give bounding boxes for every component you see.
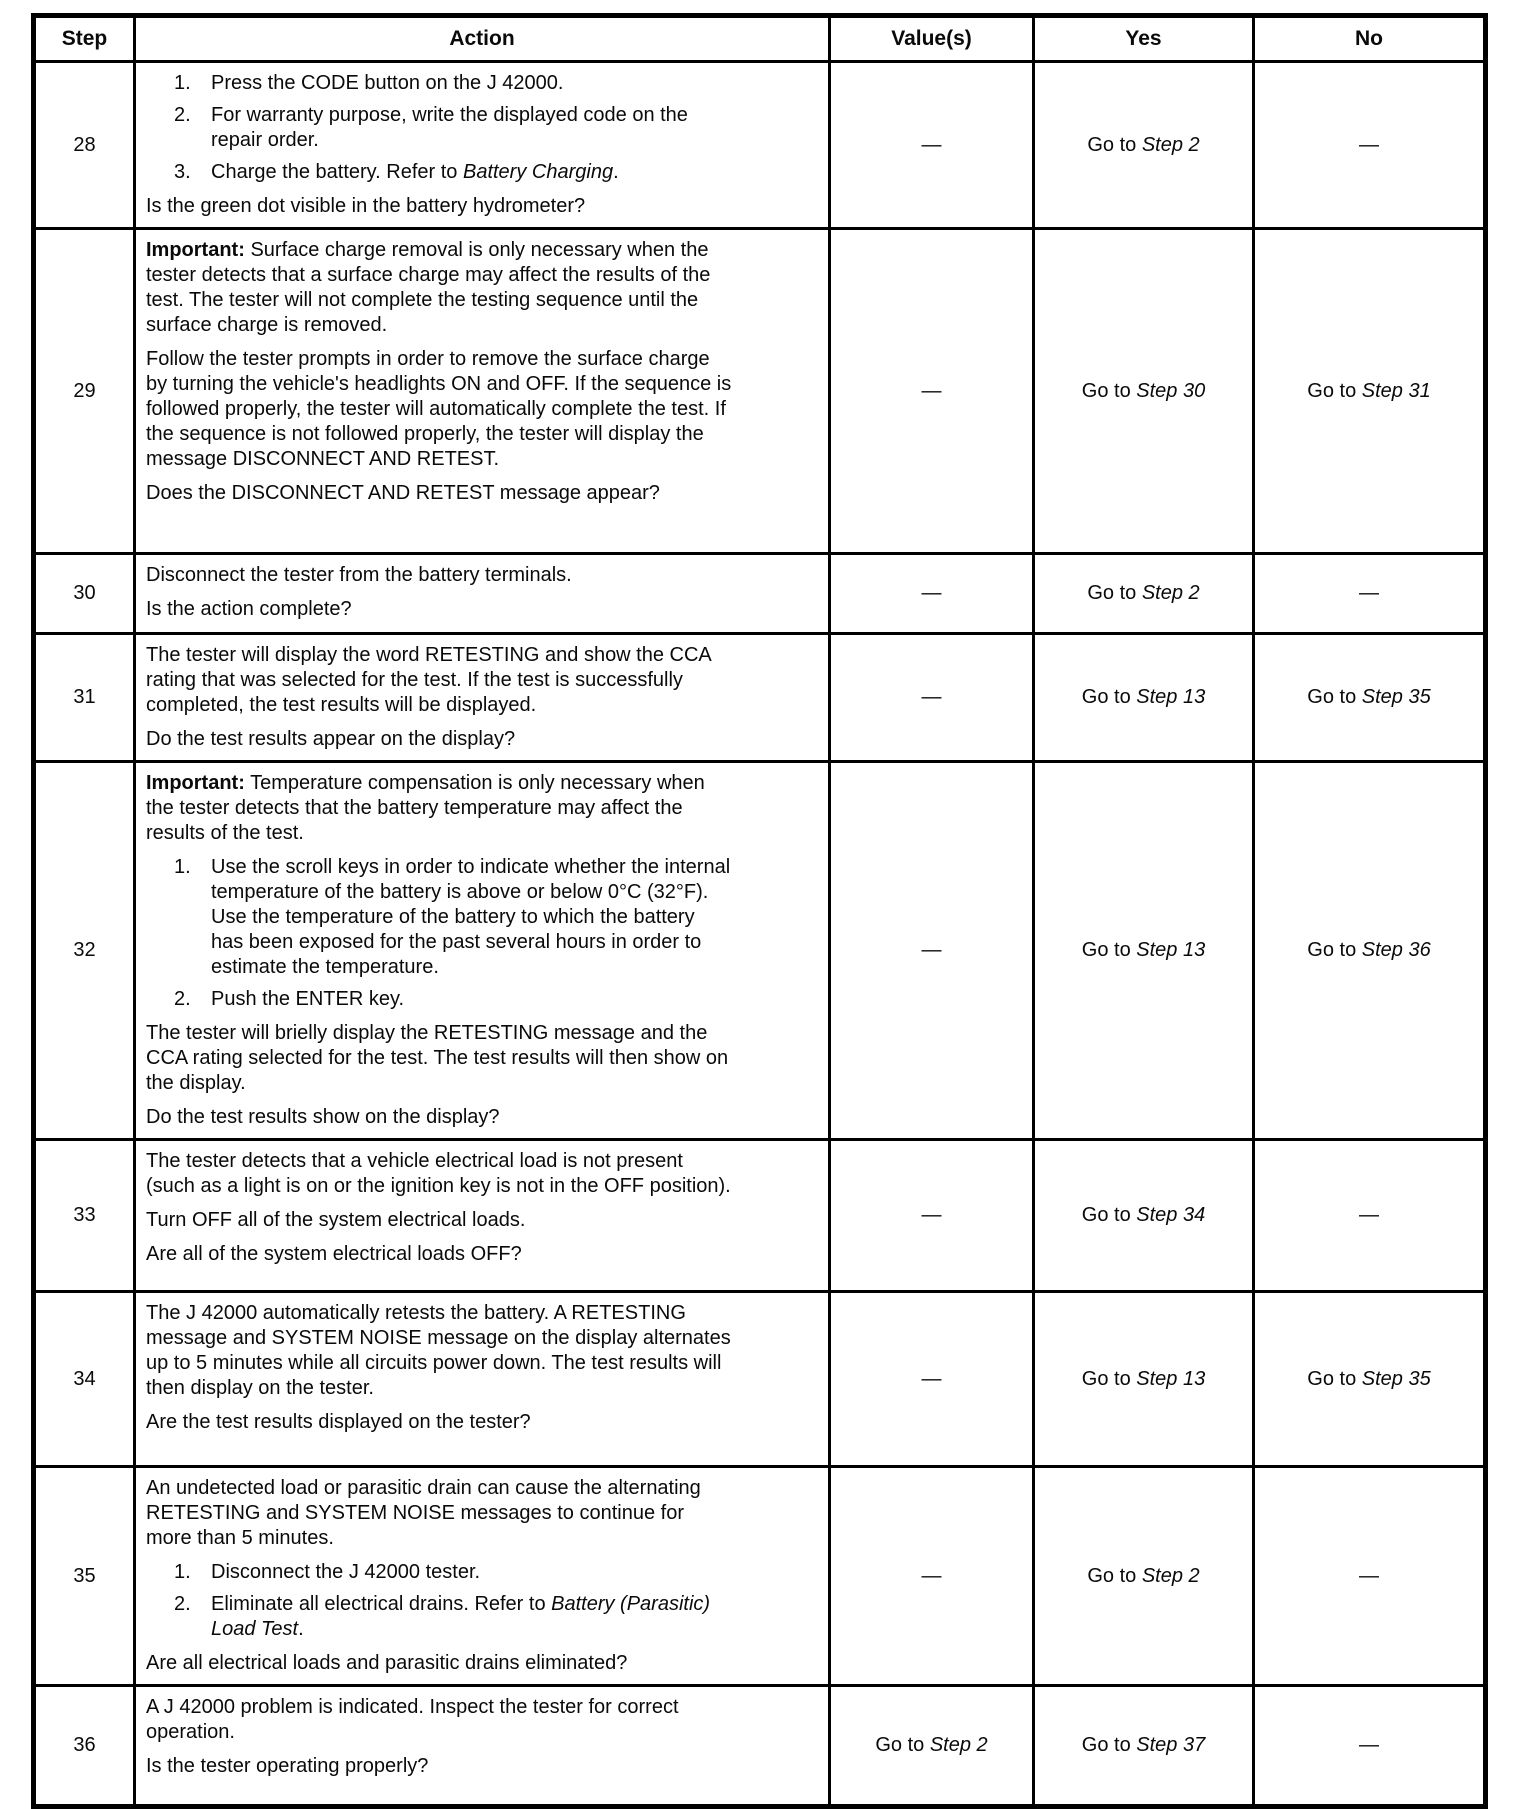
values-cell — [828, 1293, 1032, 1465]
values-cell — [828, 763, 1032, 1138]
paragraph-text: Surface charge removal is only necessary when the tester detects that a surface charge may affect the results of the test. The tester will not complete the testing sequence until the surface charge is removed. — [146, 239, 711, 336]
numbered-list — [174, 855, 732, 1012]
goto-text — [1082, 939, 1205, 962]
values-cell — [828, 635, 1032, 760]
action-paragraph: The tester will brielly display the RETESTING message and the CCA rating selected for the test. The test results will then show on the display. — [146, 1022, 729, 1094]
cross-reference: Battery Charging — [462, 161, 614, 183]
goto-prefix: Go to — [1081, 1367, 1137, 1390]
step-number: 31 — [73, 686, 96, 708]
step-reference: Step 2 — [1141, 133, 1200, 156]
step-reference: Step 2 — [1141, 1564, 1200, 1587]
step-cell — [36, 1687, 133, 1804]
list-number: 1. — [174, 1561, 191, 1583]
list-item — [174, 71, 732, 96]
action-cell — [133, 555, 828, 632]
yes-cell — [1032, 1687, 1252, 1804]
important-label: Important: — [146, 772, 245, 794]
no-cell — [1252, 1687, 1483, 1804]
dash: — — [1359, 582, 1379, 604]
list-number: 1. — [174, 72, 191, 94]
action-cell — [133, 1293, 828, 1465]
table-row-step-35 — [36, 1465, 1483, 1684]
list-item — [174, 987, 732, 1012]
values-cell — [828, 1141, 1032, 1290]
action-cell — [133, 1468, 828, 1684]
list-text-plain: For warranty purpose, write the displayed code on the repair order. — [211, 104, 688, 151]
step-number: 35 — [73, 1564, 96, 1587]
table-row-step-33 — [36, 1138, 1483, 1290]
action-cell — [133, 1141, 828, 1290]
list-text — [211, 1560, 732, 1585]
step-reference: Step 36 — [1361, 939, 1431, 961]
list-text — [211, 987, 732, 1012]
step-number: 34 — [73, 1367, 96, 1390]
goto-text — [1082, 1368, 1205, 1391]
action-paragraph: Turn OFF all of the system electrical loads. — [146, 1209, 526, 1231]
dash: — — [1359, 1204, 1379, 1226]
list-item — [174, 103, 732, 153]
list-text-plain: Press the CODE button on the J 42000. — [211, 72, 564, 94]
goto-text — [1307, 1368, 1430, 1391]
table-row-step-28 — [36, 60, 1483, 227]
table-row-step-34 — [36, 1290, 1483, 1465]
goto-text — [1087, 134, 1199, 157]
dash: — — [1359, 1564, 1379, 1587]
table-row-step-31 — [36, 632, 1483, 760]
question-text: Do the test results show on the display? — [146, 1106, 500, 1128]
list-text — [211, 855, 732, 980]
header-cell-step — [36, 18, 133, 60]
list-text-plain: Eliminate all electrical drains. Refer to — [211, 1593, 552, 1615]
question-text: Is the tester operating properly? — [146, 1755, 429, 1777]
table-row-step-36 — [36, 1684, 1483, 1804]
goto-text — [1082, 1734, 1205, 1757]
action-paragraph: Follow the tester prompts in order to remove the surface charge by turning the vehicle's headlights ON and OFF. If the sequence is followed properly, the tester will automatically complete the test. If the sequence is not followed properly, the tester will display the message DISCONNECT AND RETEST. — [146, 348, 732, 470]
values-cell — [828, 555, 1032, 632]
list-item — [174, 1560, 732, 1585]
goto-text — [1307, 939, 1430, 962]
table-row-step-30 — [36, 552, 1483, 632]
important-label: Important: — [146, 239, 245, 261]
list-text — [211, 160, 732, 185]
action-paragraph: The J 42000 automatically retests the battery. A RETESTING message and SYSTEM NOISE message on the display alternates up to 5 minutes while all circuits power down. The test results will then display on the tester. — [146, 1302, 731, 1399]
goto-prefix: Go to — [1307, 379, 1362, 402]
no-cell — [1252, 63, 1483, 227]
list-number: 2. — [174, 988, 191, 1010]
action-paragraph — [146, 771, 732, 846]
step-reference: Step 34 — [1136, 1204, 1206, 1226]
list-item — [174, 160, 732, 185]
goto-prefix: Go to — [1081, 1204, 1137, 1226]
question-text: Does the DISCONNECT AND RETEST message appear? — [146, 482, 660, 504]
list-text — [211, 71, 732, 96]
step-reference: Step 35 — [1361, 1367, 1431, 1390]
question-text: Are all of the system electrical loads OFF? — [146, 1243, 522, 1265]
step-reference: Step 13 — [1136, 686, 1206, 708]
step-number: 28 — [73, 133, 96, 156]
goto-text — [1087, 582, 1199, 605]
yes-cell — [1032, 763, 1252, 1138]
dash: — — [921, 1367, 942, 1390]
goto-prefix: Go to — [1087, 582, 1142, 604]
action-paragraph: The tester detects that a vehicle electrical load is not present (such as a light is on or the ignition key is not in the OFF position). — [146, 1150, 731, 1197]
yes-cell — [1032, 230, 1252, 552]
dash: — — [921, 379, 942, 402]
step-number: 33 — [73, 1204, 96, 1226]
header-label-no: No — [1355, 27, 1383, 50]
yes-cell — [1032, 555, 1252, 632]
header-label-values: Value(s) — [891, 27, 972, 50]
yes-cell — [1032, 1468, 1252, 1684]
no-cell — [1252, 1141, 1483, 1290]
step-cell — [36, 1293, 133, 1465]
goto-prefix: Go to — [1081, 939, 1137, 961]
no-cell — [1252, 555, 1483, 632]
no-cell — [1252, 1468, 1483, 1684]
step-cell — [36, 635, 133, 760]
step-reference: Step 37 — [1136, 1734, 1206, 1756]
question-text: Are all electrical loads and parasitic drains eliminated? — [146, 1652, 628, 1674]
step-reference: Step 13 — [1136, 939, 1206, 961]
no-cell — [1252, 635, 1483, 760]
action-paragraph: A J 42000 problem is indicated. Inspect the tester for correct operation. — [146, 1696, 679, 1743]
list-text-plain: Use the scroll keys in order to indicate whether the internal temperature of the battery is above or below 0°C (32°F). Use the temperature of the battery to which the battery has been exposed for the past several hours in order to estimate the temperature. — [211, 856, 731, 978]
list-item — [174, 1592, 732, 1642]
question-text: Are the test results displayed on the tester? — [146, 1411, 531, 1433]
step-cell — [36, 1141, 133, 1290]
step-cell — [36, 1468, 133, 1684]
action-paragraph: An undetected load or parasitic drain can cause the alternating RETESTING and SYSTEM NOISE messages to continue for more than 5 minutes. — [146, 1477, 701, 1549]
goto-text — [1082, 380, 1205, 403]
dash: — — [1359, 133, 1379, 156]
goto-prefix: Go to — [1307, 686, 1362, 708]
goto-text — [1307, 686, 1430, 709]
action-cell — [133, 763, 828, 1138]
action-cell — [133, 1687, 828, 1804]
header-label-yes: Yes — [1125, 27, 1162, 50]
goto-prefix: Go to — [875, 1734, 930, 1756]
list-number: 2. — [174, 104, 191, 126]
paragraph-text: Temperature compensation is only necessary when the tester detects that the battery temperature may affect the results of the test. — [146, 772, 705, 844]
table-row-step-32 — [36, 760, 1483, 1138]
no-cell — [1252, 1293, 1483, 1465]
action-paragraph: Disconnect the tester from the battery terminals. — [146, 564, 572, 586]
list-text-plain: Push the ENTER key. — [211, 988, 405, 1010]
list-number: 3. — [174, 161, 191, 183]
step-reference: Step 30 — [1136, 379, 1206, 402]
goto-text — [875, 1734, 987, 1757]
step-reference: Step 35 — [1361, 686, 1431, 708]
question-text: Do the test results appear on the display? — [146, 728, 516, 750]
cross-reference: Battery (Parasitic) Load Test — [211, 1593, 711, 1640]
question-text: Is the action complete? — [146, 598, 352, 620]
goto-prefix: Go to — [1081, 379, 1137, 402]
goto-prefix: Go to — [1087, 133, 1142, 156]
dash: — — [921, 1204, 942, 1226]
header-label-step: Step — [61, 27, 108, 50]
values-cell — [828, 230, 1032, 552]
goto-prefix: Go to — [1081, 686, 1137, 708]
header-label-action: Action — [449, 27, 515, 50]
header-cell-action — [133, 18, 828, 60]
yes-cell — [1032, 635, 1252, 760]
goto-text — [1082, 686, 1205, 709]
action-paragraph: The tester will display the word RETESTING and show the CCA rating that was selected for the test. If the test is successfully completed, the test results will be displayed. — [146, 644, 711, 716]
step-reference: Step 13 — [1136, 1367, 1206, 1390]
step-number: 36 — [73, 1734, 96, 1756]
step-reference: Step 2 — [929, 1734, 988, 1756]
step-cell — [36, 763, 133, 1138]
dash: — — [921, 686, 942, 708]
values-cell — [828, 1468, 1032, 1684]
yes-cell — [1032, 1141, 1252, 1290]
goto-prefix: Go to — [1307, 939, 1362, 961]
step-number: 30 — [73, 582, 96, 604]
yes-cell — [1032, 1293, 1252, 1465]
header-cell-values — [828, 18, 1032, 60]
step-reference: Step 2 — [1141, 582, 1200, 604]
step-number: 29 — [73, 379, 96, 402]
question-text: Is the green dot visible in the battery hydrometer? — [146, 195, 586, 217]
list-number: 2. — [174, 1593, 191, 1615]
list-number: 1. — [174, 856, 191, 878]
step-cell — [36, 555, 133, 632]
list-item — [174, 855, 732, 980]
action-cell — [133, 635, 828, 760]
action-cell — [133, 63, 828, 227]
dash: — — [921, 133, 942, 156]
goto-text — [1087, 1565, 1199, 1588]
list-text — [211, 103, 732, 153]
header-cell-no — [1252, 18, 1483, 60]
no-cell — [1252, 763, 1483, 1138]
list-text-plain: Charge the battery. Refer to — [211, 161, 463, 183]
goto-prefix: Go to — [1081, 1734, 1137, 1756]
table-row-step-29 — [36, 227, 1483, 552]
step-reference: Step 31 — [1361, 379, 1431, 402]
values-cell — [828, 1687, 1032, 1804]
dash: — — [921, 1564, 942, 1587]
list-text — [211, 1592, 732, 1642]
header-cell-yes — [1032, 18, 1252, 60]
yes-cell — [1032, 63, 1252, 227]
step-number: 32 — [73, 939, 96, 961]
numbered-list — [174, 1560, 732, 1642]
step-cell — [36, 230, 133, 552]
goto-text — [1082, 1204, 1205, 1227]
list-text-plain: . — [298, 1618, 304, 1640]
diagnostic-procedure-table — [31, 13, 1488, 1809]
goto-text — [1307, 380, 1430, 403]
list-text-plain: . — [613, 161, 619, 183]
values-cell — [828, 63, 1032, 227]
numbered-list — [174, 71, 732, 185]
step-cell — [36, 63, 133, 227]
dash: — — [1359, 1734, 1379, 1756]
table-header-row — [36, 18, 1483, 60]
dash: — — [921, 582, 942, 604]
list-text-plain: Disconnect the J 42000 tester. — [211, 1561, 481, 1583]
action-paragraph — [146, 238, 732, 338]
goto-prefix: Go to — [1307, 1367, 1362, 1390]
no-cell — [1252, 230, 1483, 552]
dash: — — [921, 939, 942, 961]
goto-prefix: Go to — [1087, 1564, 1142, 1587]
action-cell — [133, 230, 828, 552]
